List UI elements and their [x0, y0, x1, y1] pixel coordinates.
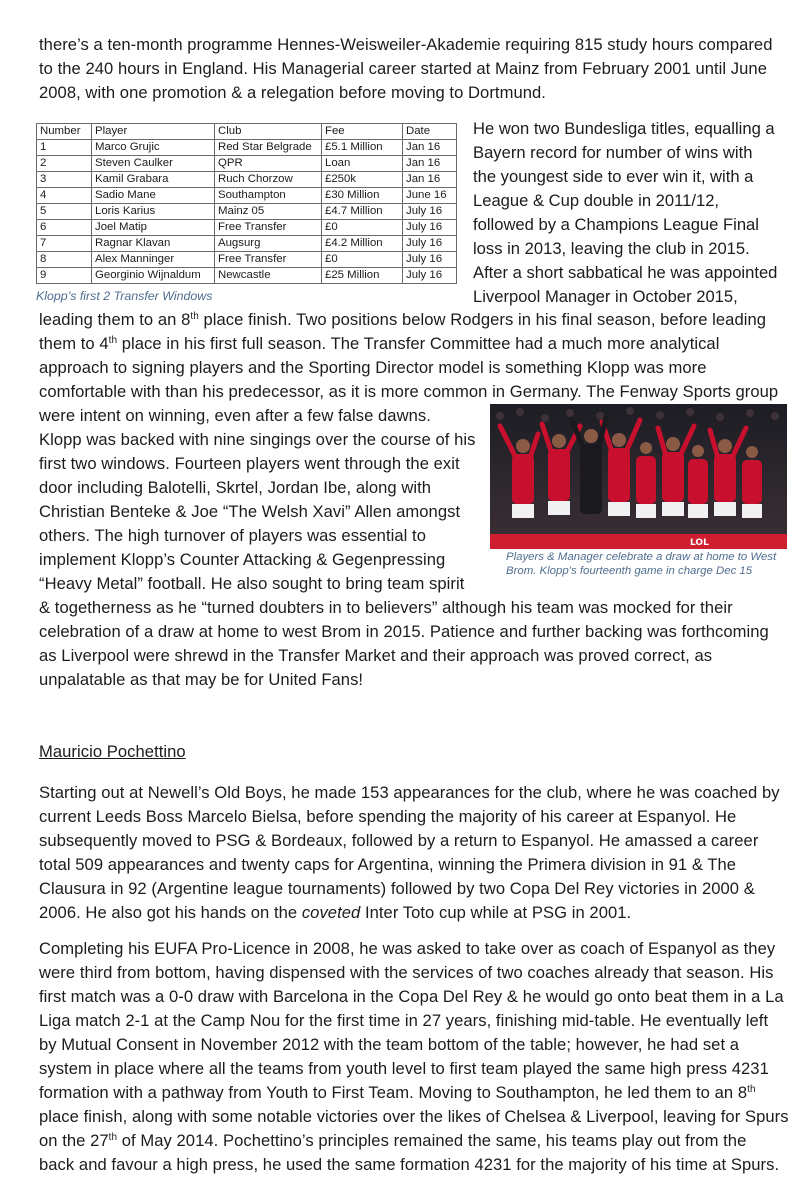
cell-number: 6 — [37, 220, 92, 236]
cell-date: July 16 — [403, 204, 457, 220]
pochettino-line: Clausura in 92 (Argentine league tournaments) followed by two Copa Del Rey victories in 2000 & — [39, 879, 755, 898]
cell-club: QPR — [215, 156, 322, 172]
cell-player: Ragnar Klavan — [92, 236, 215, 252]
pochettino-line: 2006. He also got his hands on the coveted Inter Toto cup while at PSG in 2001. — [39, 903, 632, 922]
svg-text:LOL: LOL — [690, 538, 709, 548]
side-line: loss in 2013, leaving the club in 2015. — [473, 239, 750, 258]
side-line: He won two Bundesliga titles, equalling a — [473, 119, 775, 138]
pochettino-line: system in place where all the teams from youth level to first team played the same high press 4231 — [39, 1059, 769, 1078]
section-heading: Mauricio Pochettino — [39, 742, 186, 761]
cell-fee: £5.1 Million — [322, 140, 403, 156]
klopp-line: first two windows. Fourteen players went through the exit — [39, 454, 460, 473]
table-row — [37, 252, 457, 268]
table-row — [37, 220, 457, 236]
table-row — [37, 236, 457, 252]
intro-line: there’s a ten-month programme Hennes-Weisweiler-Akademie requiring 815 study hours compared — [39, 35, 773, 54]
side-line: the youngest side to ever win it, with a — [473, 167, 754, 186]
celebration-photo — [490, 404, 787, 549]
cell-player: Kamil Grabara — [92, 172, 215, 188]
intro-line: to the 240 hours in England. His Managerial career started at Mainz from February 2001 until June — [39, 59, 767, 78]
pochettino-line: total 509 appearances and twenty caps for Argentina, winning the Primera division in 91 & The — [39, 855, 737, 874]
cell-number: 1 — [37, 140, 92, 156]
cell-player: Georginio Wijnaldum — [92, 268, 215, 284]
pochettino-line: formation with a pathway from Youth to First Team. Moving to Southampton, he led them to an 8th — [39, 1083, 756, 1102]
klopp-line: others. The high turnover of players was essential to — [39, 526, 426, 545]
cell-club: Augsurg — [215, 236, 322, 252]
cell-club: Red Star Belgrade — [215, 140, 322, 156]
cell-date: July 16 — [403, 268, 457, 284]
pochettino-line: current Leeds Boss Marcelo Bielsa, before spending the majority of his career at Espanyol. He — [39, 807, 737, 826]
cell-player: Loris Karius — [92, 204, 215, 220]
cell-date: Jan 16 — [403, 172, 457, 188]
table-header-row — [37, 124, 457, 140]
cell-club: Southampton — [215, 188, 322, 204]
klopp-line: Christian Benteke & Joe “The Welsh Xavi” Allen amongst — [39, 502, 461, 521]
klopp-line: them to 4th place in his first full season. The Transfer Committee had a much more analytical — [39, 334, 720, 353]
table-row — [37, 188, 457, 204]
side-line: League & Cup double in 2011/12, — [473, 191, 720, 210]
cell-number: 4 — [37, 188, 92, 204]
table-row — [37, 140, 457, 156]
cell-number: 3 — [37, 172, 92, 188]
pochettino-line: back and favour a high press, he used the same formation 4231 for the majority of his time at Spurs. — [39, 1155, 780, 1174]
cell-fee: £4.2 Million — [322, 236, 403, 252]
klopp-line: & togetherness as he “turned doubters in to believers” although his team was mocked for their — [39, 598, 733, 617]
klopp-line: celebration of a draw at home to west Brom in 2015. Patience and further backing was forthcoming — [39, 622, 769, 641]
column-header-number: Number — [37, 124, 92, 140]
intro-line: 2008, with one promotion & a relegation before moving to Dortmund. — [39, 83, 546, 102]
pochettino-line: Liga match 2-1 at the Camp Nou for the first time in 27 years, finishing mid-table. He eventually left — [39, 1011, 769, 1030]
cell-date: July 16 — [403, 220, 457, 236]
cell-club: Newcastle — [215, 268, 322, 284]
cell-player: Marco Grujic — [92, 140, 215, 156]
cell-club: Free Transfer — [215, 252, 322, 268]
cell-fee: £30 Million — [322, 188, 403, 204]
pochettino-line: place finish, along with some notable victories over the likes of Chelsea & Liverpool, leaving for Spurs — [39, 1107, 789, 1126]
cell-number: 9 — [37, 268, 92, 284]
column-header-date: Date — [403, 124, 457, 140]
pochettino-line: Completing his EUFA Pro-Licence in 2008, he was asked to take over as coach of Espanyol as they — [39, 939, 776, 958]
photo-caption: Players & Manager celebrate a draw at home to West Brom. Klopp’s fourteenth game in charge Dec 15 — [506, 551, 777, 577]
cell-date: Jan 16 — [403, 140, 457, 156]
pochettino-line: were third from bottom, having dispensed with the services of two coaches already that season. His — [39, 963, 774, 982]
table-row — [37, 172, 457, 188]
cell-fee: £0 — [322, 252, 403, 268]
cell-club: Mainz 05 — [215, 204, 322, 220]
klopp-line: Klopp was backed with nine singings over the course of his — [39, 430, 476, 449]
pochettino-line: Starting out at Newell’s Old Boys, he made 153 appearances for the club, where he was coached by — [39, 783, 780, 802]
table-row — [37, 204, 457, 220]
side-line: Bayern record for number of wins with — [473, 143, 753, 162]
side-line: Liverpool Manager in October 2015, — [473, 287, 738, 306]
cell-club: Ruch Chorzow — [215, 172, 322, 188]
cell-date: Jan 16 — [403, 156, 457, 172]
cell-player: Joel Matip — [92, 220, 215, 236]
klopp-line: leading them to an 8th place finish. Two positions below Rodgers in his final season, before leading — [39, 310, 767, 329]
cell-player: Steven Caulker — [92, 156, 215, 172]
transfer-table — [36, 123, 457, 284]
klopp-line: approach to signing players and the Sporting Director model is something Klopp was more — [39, 358, 707, 377]
cell-fee: £250k — [322, 172, 403, 188]
klopp-line: door including Balotelli, Skrtel, Jordan Ibe, along with — [39, 478, 432, 497]
cell-player: Alex Manninger — [92, 252, 215, 268]
klopp-line: unpalatable as that may be for United Fans! — [39, 670, 364, 689]
table-row — [37, 156, 457, 172]
klopp-line: as Liverpool were shrewd in the Transfer Market and their approach was proved correct, as — [39, 646, 713, 665]
side-line: After a short sabbatical he was appointed — [473, 263, 778, 282]
table-caption: Klopp’s first 2 Transfer Windows — [36, 289, 213, 303]
cell-fee: Loan — [322, 156, 403, 172]
pochettino-line: first match was a 0-0 draw with Barcelona in the Copa Del Rey & he would go onto beat them in a La — [39, 987, 784, 1006]
cell-player: Sadio Mane — [92, 188, 215, 204]
table-row — [37, 268, 457, 284]
pochettino-line: on the 27th of May 2014. Pochettino’s principles remained the same, his teams play out from the — [39, 1131, 747, 1150]
cell-number: 5 — [37, 204, 92, 220]
cell-number: 8 — [37, 252, 92, 268]
klopp-line: comfortable with than his predecessor, as it is more common in Germany. The Fenway Sports group — [39, 382, 779, 401]
cell-number: 2 — [37, 156, 92, 172]
pochettino-line: by Mutual Consent in November 2012 with the team bottom of the table; however, he had set a — [39, 1035, 740, 1054]
cell-date: July 16 — [403, 236, 457, 252]
cell-fee: £0 — [322, 220, 403, 236]
cell-date: June 16 — [403, 188, 457, 204]
cell-number: 7 — [37, 236, 92, 252]
celebration-photo-illustration — [490, 404, 787, 549]
cell-fee: £4.7 Million — [322, 204, 403, 220]
cell-fee: £25 Million — [322, 268, 403, 284]
column-header-player: Player — [92, 124, 215, 140]
pochettino-line: subsequently moved to PSG & Bordeaux, followed by a return to Espanyol. He amassed a career — [39, 831, 759, 850]
side-line: followed by a Champions League Final — [473, 215, 759, 234]
column-header-fee: Fee — [322, 124, 403, 140]
cell-club: Free Transfer — [215, 220, 322, 236]
column-header-club: Club — [215, 124, 322, 140]
cell-date: July 16 — [403, 252, 457, 268]
klopp-line: were intent on winning, even after a few false dawns. — [39, 406, 431, 425]
klopp-line: implement Klopp’s Counter Attacking & Gegenpressing — [39, 550, 446, 569]
klopp-line: “Heavy Metal” football. He also sought to bring team spirit — [39, 574, 465, 593]
